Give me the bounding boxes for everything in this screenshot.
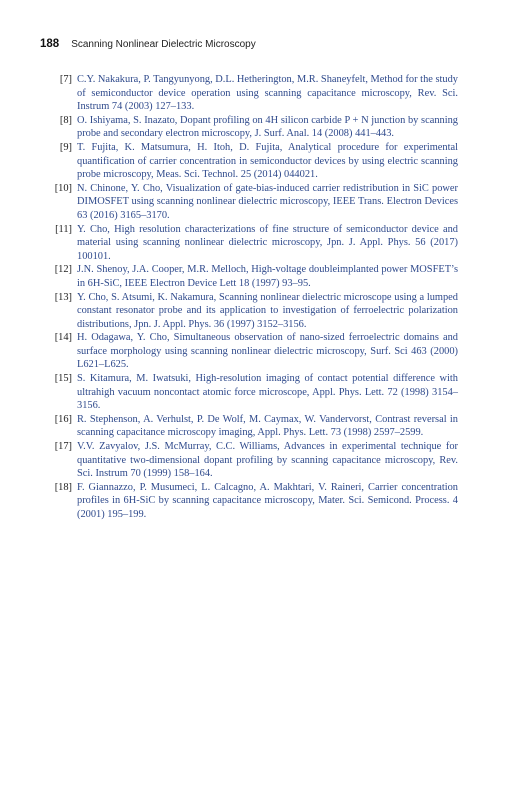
reference-text[interactable]: C.Y. Nakakura, P. Tangyunyong, D.L. Hetherington, M.R. Shaneyfelt, Method for the study of semiconductor device operation using scanning capacitance microscopy, Rev. Sci. Instrum 74 (2003) 127–133. (77, 74, 458, 113)
reference-text[interactable]: Y. Cho, S. Atsumi, K. Nakamura, Scanning nonlinear dielectric microscope using a lumped constant resonator probe and its application to investigation of ferroelectric polarization distributions, Jpn. J. Appl. Phys. 36 (1997) 3152–3156. (77, 291, 458, 330)
reference-list (44, 73, 458, 522)
reference-text[interactable]: F. Giannazzo, P. Musumeci, L. Calcagno, A. Makhtari, V. Raineri, Carrier concentration profiles in 6H-SiC by scanning capacitance microscopy, Mater. Sci. Semicond. Process. 4 (2001) 195–199. (77, 481, 458, 520)
reference-item (44, 141, 458, 182)
reference-label: [9] (59, 141, 72, 153)
reference-label: [8] (59, 114, 72, 126)
reference-item (44, 263, 458, 290)
running-title: Scanning Nonlinear Dielectric Microscopy (71, 39, 256, 50)
reference-item (44, 331, 458, 372)
reference-label: [7] (59, 74, 72, 85)
reference-text[interactable]: O. Ishiyama, S. Inazato, Dopant profiling on 4H silicon carbide P + N junction by scanning probe and secondary electron microscopy, J. Surf. Anal. 14 (2008) 441–443. (77, 114, 458, 140)
reference-label: [12] (54, 264, 72, 276)
running-header (40, 38, 256, 54)
reference-item (44, 223, 458, 264)
reference-label: [16] (54, 413, 72, 425)
reference-text[interactable]: R. Stephenson, A. Verhulst, P. De Wolf, M. Caymax, W. Vandervorst, Contrast reversal in scanning capacitance microscopy imaging, Appl. Phys. Lett. 73 (1998) 2597–2599. (77, 413, 458, 439)
reference-item (44, 413, 458, 440)
reference-text[interactable]: J.N. Shenoy, J.A. Cooper, M.R. Melloch, High-voltage doubleimplanted power MOSFET’s in 6H-SiC, IEEE Electron Device Lett 18 (1997) 93–95. (77, 264, 458, 289)
reference-item (44, 291, 458, 332)
reference-label: [15] (54, 373, 72, 385)
reference-text[interactable]: Y. Cho, High resolution characterizations of fine structure of semiconductor device and material using scanning nonlinear dielectric microscopy, Jpn. J. Appl. Phys. 56 (2017) 100101. (77, 223, 458, 262)
reference-text[interactable]: S. Kitamura, M. Iwatsuki, High-resolution imaging of contact potential difference with ultrahigh vacuum noncontact atomic force microscope, Appl. Phys. Lett. 72 (1998) 3154–3156. (77, 373, 458, 412)
reference-label: [14] (54, 332, 72, 344)
reference-text[interactable]: N. Chinone, Y. Cho, Visualization of gate-bias-induced carrier redistribution in SiC power DIMOSFET using scanning nonlinear dielectric microscopy, IEEE Trans. Electron Devices 63 (2016) 3165–3170. (77, 182, 458, 221)
reference-text[interactable]: T. Fujita, K. Matsumura, H. Itoh, D. Fujita, Analytical procedure for experimental quantification of carrier concentration in semiconductor devices by using electric scanning probe microscopy, Meas. Sci. Technol. 25 (2014) 044021. (77, 141, 458, 181)
reference-item (44, 481, 458, 522)
reference-item (44, 114, 458, 141)
reference-item (44, 182, 458, 223)
reference-item (44, 372, 458, 413)
reference-text[interactable]: H. Odagawa, Y. Cho, Simultaneous observation of nano-sized ferroelectric domains and surface morphology using scanning nonlinear dielectric microscopy, Surf. Sci 463 (2000) L621–L625. (77, 332, 458, 371)
reference-label: [18] (54, 481, 72, 493)
reference-item (44, 73, 458, 114)
reference-item (44, 440, 458, 481)
reference-label: [13] (54, 291, 72, 303)
reference-label: [17] (54, 441, 72, 453)
reference-text[interactable]: V.V. Zavyalov, J.S. McMurray, C.C. Williams, Advances in experimental technique for quantitative two-dimensional dopant profiling by scanning capacitance microscopy, Rev. Sci. Instrum 70 (1999) 158–164. (77, 441, 458, 480)
reference-label: [11] (55, 223, 72, 235)
page-number: 188 (40, 38, 60, 50)
reference-label: [10] (54, 182, 72, 194)
